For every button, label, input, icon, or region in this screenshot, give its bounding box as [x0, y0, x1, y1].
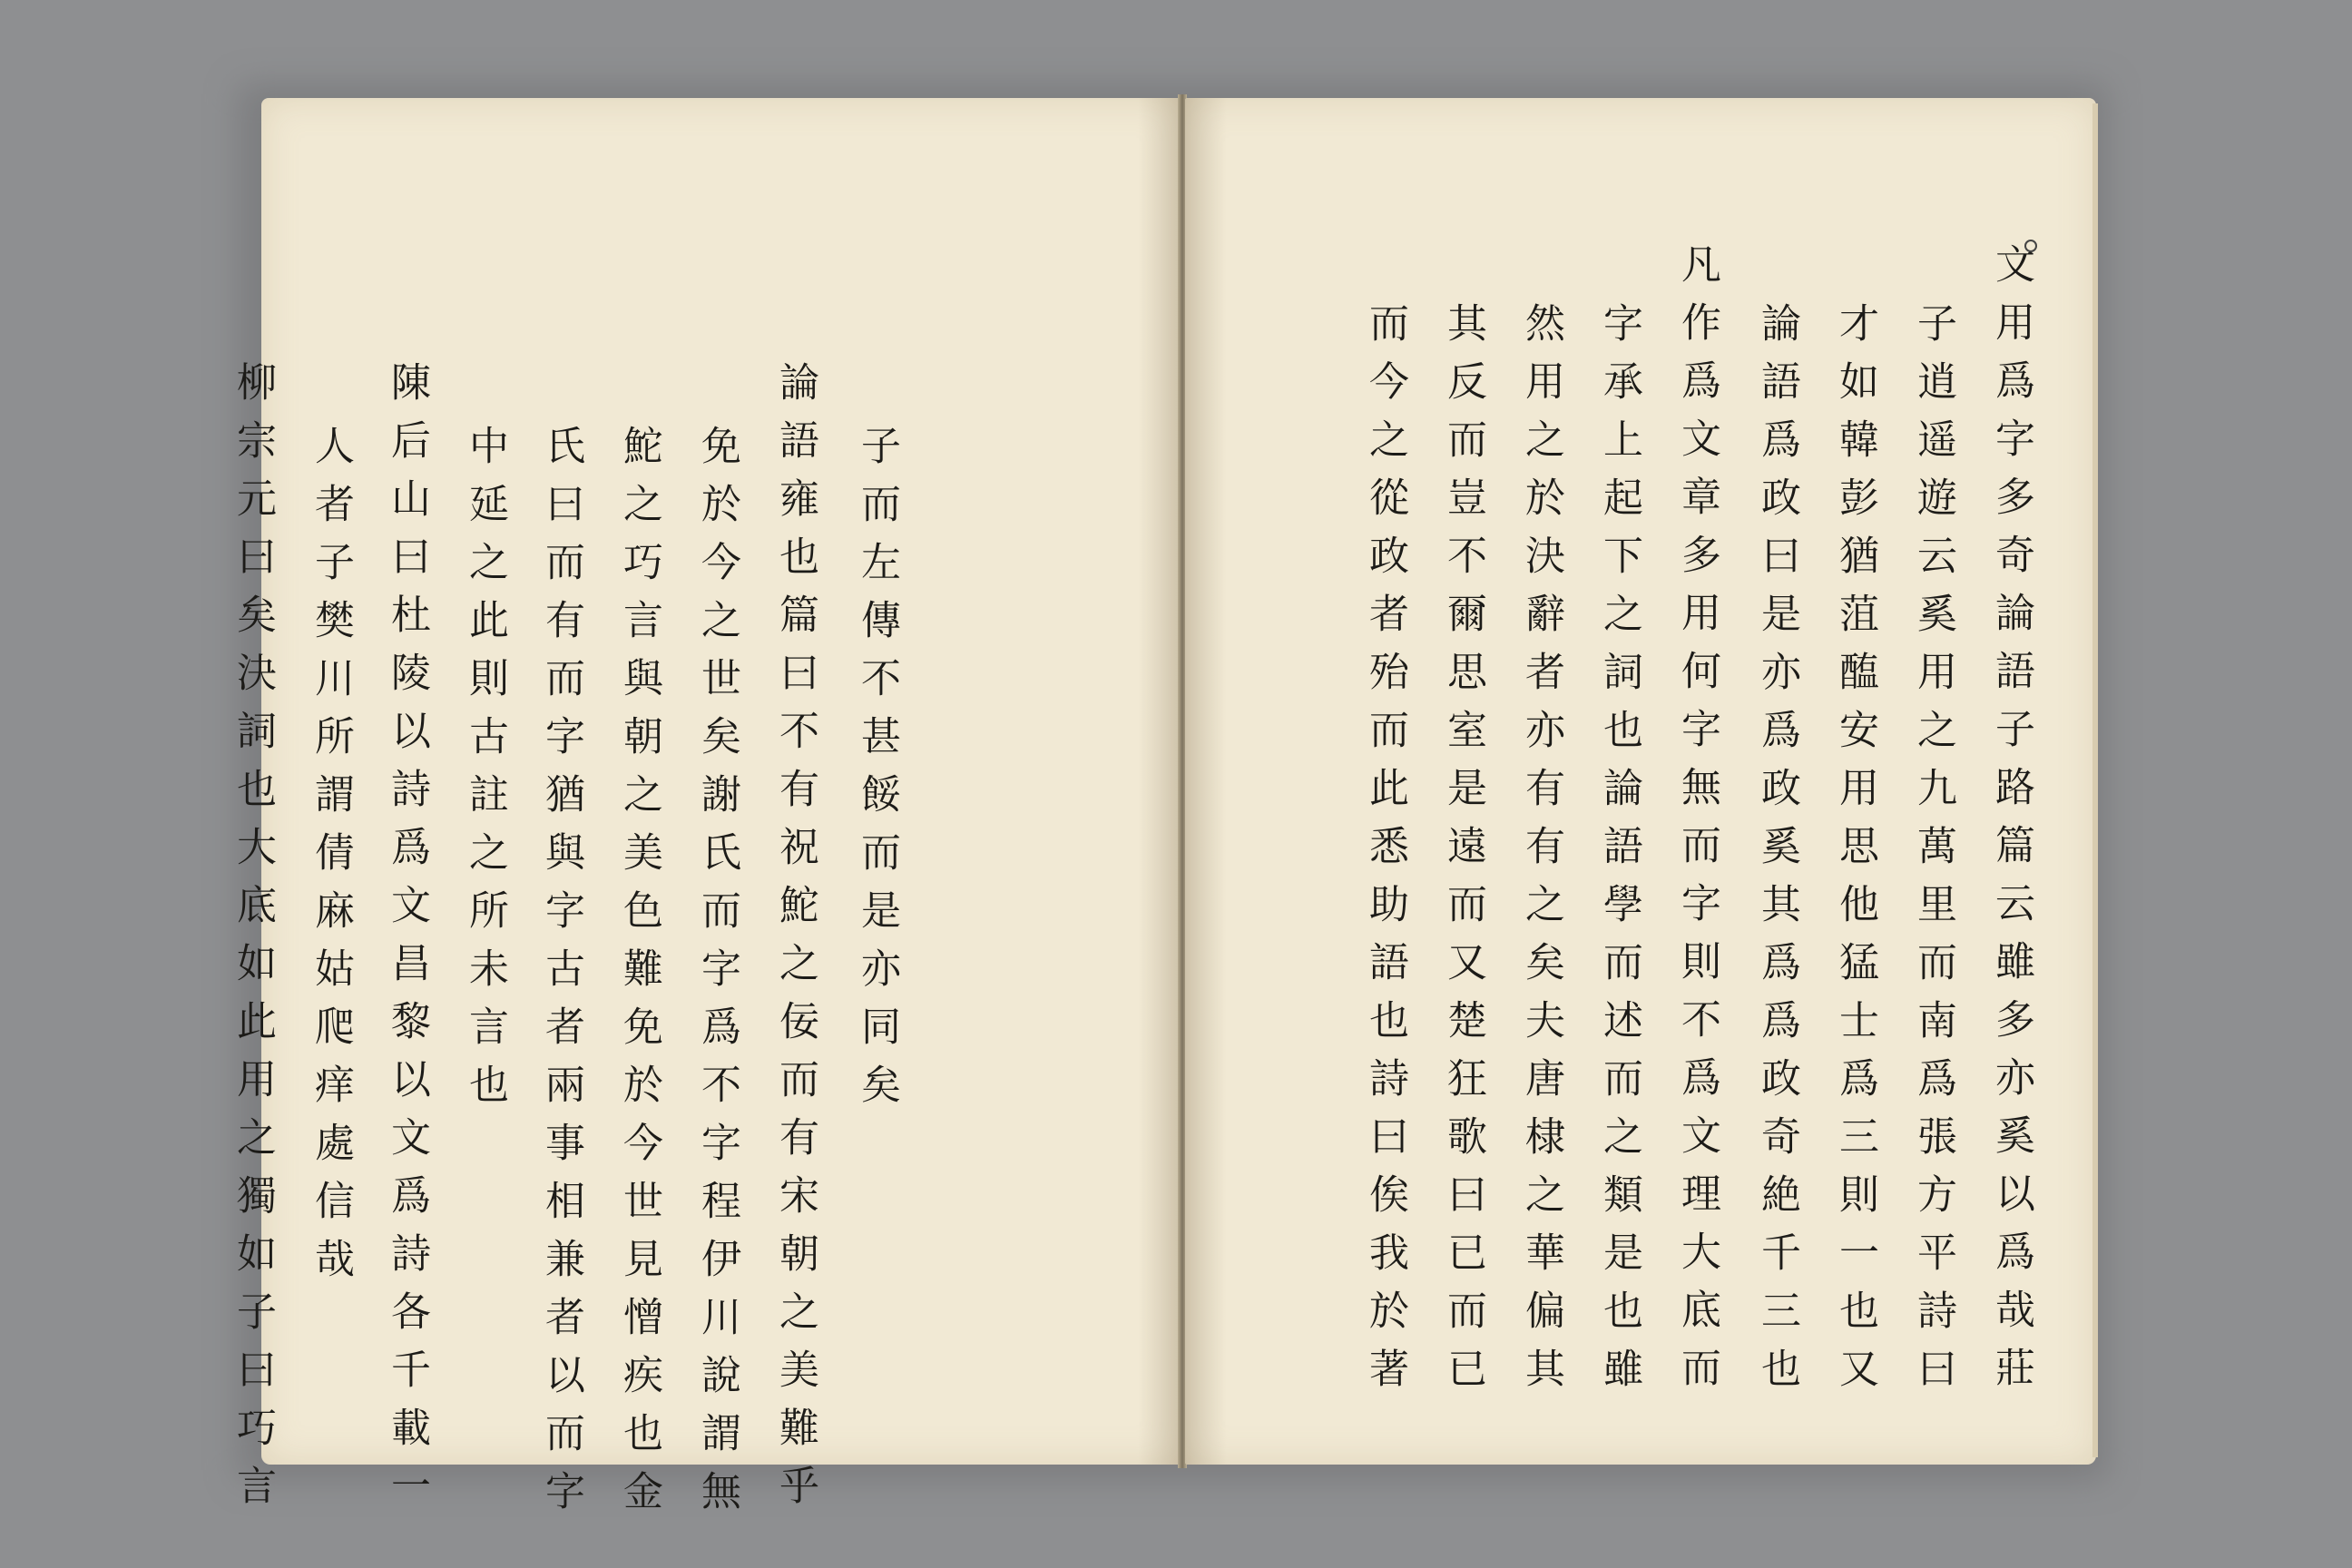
text-column: 氏曰而有而字猶與字古者兩事相兼者以而字	[538, 425, 584, 1528]
text-column: 免於今之世矣謝氏而字爲不字程伊川說謂無	[694, 425, 740, 1528]
left-page	[230, 98, 1180, 1528]
right-page	[1185, 98, 2096, 1465]
text-column: 字承上起下之詞也論語學而述而之類是也雖	[1596, 302, 1642, 1406]
text-column: 才如韓彭猶菹醢安用思他猛士爲三則一也又	[1832, 302, 1878, 1406]
text-column: 論語雍也篇曰不有祝鮀之佞而有宋朝之美難乎	[772, 361, 818, 1523]
text-column: 其反而豈不爾思室是遠而又楚狂歌曰已而已	[1440, 302, 1486, 1406]
text-column: 人者子樊川所謂倩麻姑爬痒處信哉	[308, 425, 354, 1296]
text-column: 凡作爲文章多用何字無而字則不爲文理大底而	[1674, 243, 1720, 1405]
text-column: 中延之此則古註之所未言也	[462, 425, 508, 1122]
text-column: 論語爲政曰是亦爲政奚其爲爲政奇絶千三也	[1754, 302, 1800, 1406]
punctuation-circle-mark	[2024, 240, 2037, 252]
text-column: 柳宗元曰矣決詞也大底如此用之獨如子曰巧言	[230, 361, 276, 1523]
text-column: 子逍遥遊云奚用之九萬里而南爲張方平詩曰	[1910, 302, 1956, 1406]
text-column: 鮀之巧言與朝之美色難免於今世見憎疾也金	[616, 425, 662, 1528]
text-column: 文用爲字多奇論語子路篇云雖多亦奚以爲哉莊	[1988, 243, 2034, 1405]
text-column: 子而左傳不甚餒而是亦同矣	[854, 425, 900, 1122]
text-column: 而今之從政者殆而此悉助語也詩曰俟我於著	[1362, 302, 1408, 1406]
page-edge	[2092, 103, 2098, 1457]
text-column: 然用之於決辭者亦有有之矣夫唐棣之華偏其	[1518, 302, 1564, 1406]
text-column: 陳后山曰杜陵以詩爲文昌黎以文爲詩各千載一	[384, 361, 430, 1523]
